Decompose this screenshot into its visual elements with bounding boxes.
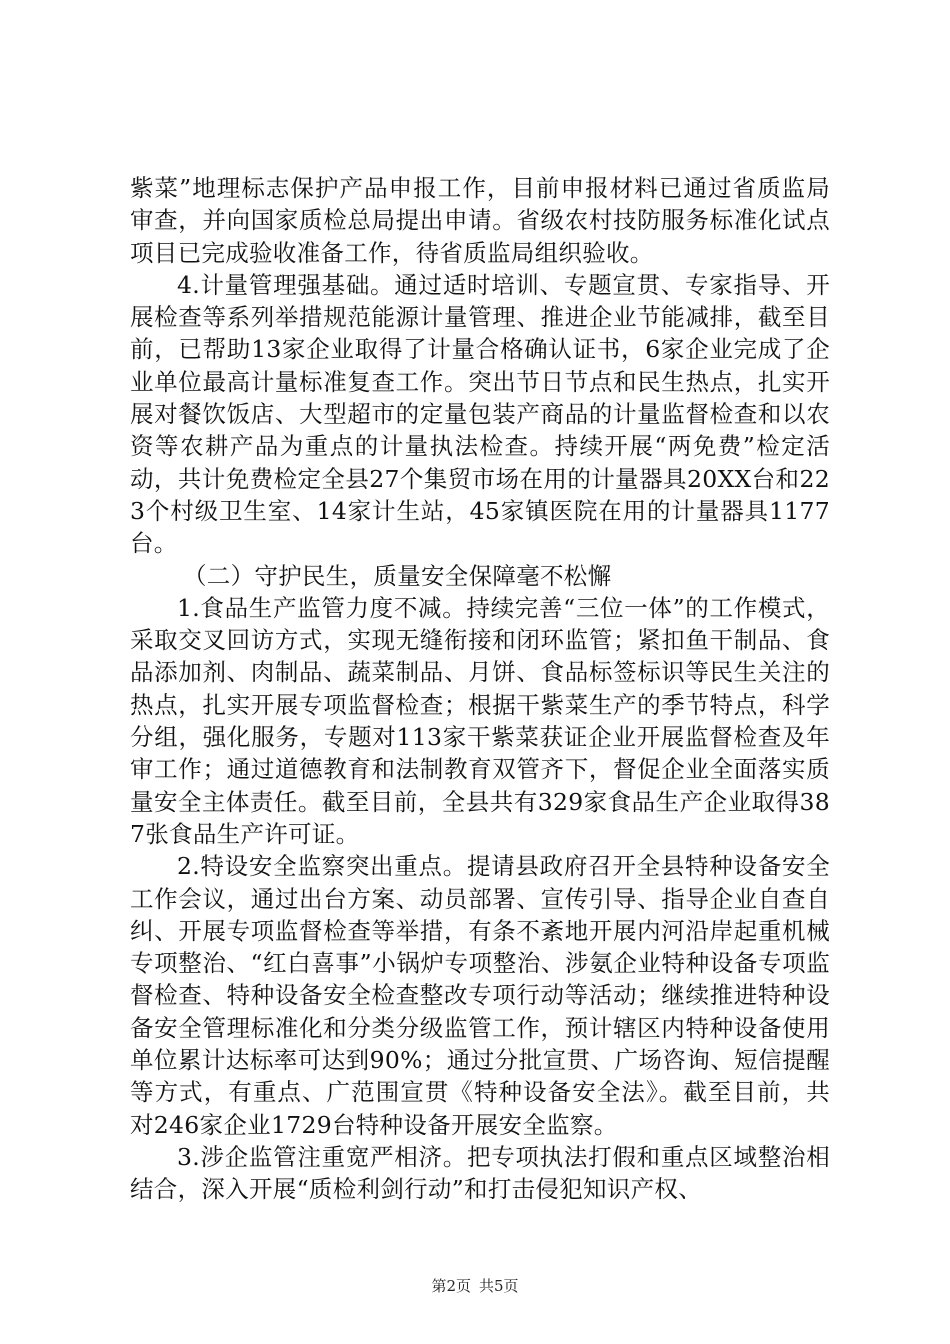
paragraph-metrology: 4.计量管理强基础。通过适时培训、专题宣贯、专家指导、开展检查等系列举措规范能源计量管理、推进企业节能减排，截至目前，已帮助13家企业取得了计量合格确认证书，6家企业完成了企业单位最高计量标准复查工作。突出节日节点和民生热点，扎实开展对餐饮饭店、大型超市的定量包装产商品的计量监督检查和以农资等农耕产品为重点的计量执法检查。持续开展“两免费”检定活动，共计免费检定全县27个集贸市场在用的计量器具20XX台和223个村级卫生室、14家计生站，45家镇医院在用的计量器具1177台。 — [130, 270, 830, 558]
paragraph-enterprise-supervision: 3.涉企监管注重宽严相济。把专项执法打假和重点区域整治相结合，深入开展“质检利剑行动”和打击侵犯知识产权、 — [130, 1142, 830, 1204]
paragraph-food-production: 1.食品生产监管力度不减。持续完善“三位一体”的工作模式，采取交叉回访方式，实现无缝衔接和闭环监管；紧扣鱼干制品、食品添加剂、肉制品、蔬菜制品、月饼、食品标签标识等民生关注的热点，扎实开展专项监督检查；根据干紫菜生产的季节特点，科学分组，强化服务，专题对113家干紫菜获证企业开展监督检查及年审工作；通过道德教育和法制教育双管齐下，督促企业全面落实质量安全主体责任。截至目前，全县共有329家食品生产企业取得387张食品生产许可证。 — [130, 593, 830, 848]
page-number-current: 第2页 — [431, 1277, 471, 1295]
page-footer — [0, 1276, 950, 1296]
paragraph-special-equipment: 2.特设安全监察突出重点。提请县政府召开全县特种设备安全工作会议，通过出台方案、动员部署、宣传引导、指导企业自查自纠、开展专项监督检查等举措，有条不紊地开展内河沿岸起重机械专项整治、“红白喜事”小锅炉专项整治、涉氨企业特种设备专项监督检查、特种设备安全检查整改专项行动等活动；继续推进特种设备安全管理标准化和分类分级监管工作，预计辖区内特种设备使用单位累计达标率可达到90%；通过分批宣贯、广场咨询、短信提醒等方式，有重点、广范围宣贯《特种设备安全法》。截至目前，共对246家企业1729台特种设备开展安全监察。 — [130, 852, 830, 1139]
document-body — [130, 172, 830, 1206]
page-number-total: 共5页 — [479, 1277, 519, 1295]
section-heading: （二）守护民生，质量安全保障毫不松懈 — [183, 561, 612, 590]
paragraph-continuation: 紫菜”地理标志保护产品申报工作，目前申报材料已通过省质监局审查，并向国家质检总局提出申请。省级农村技防服务标准化试点项目已完成验收准备工作，待省质监局组织验收。 — [130, 174, 830, 267]
